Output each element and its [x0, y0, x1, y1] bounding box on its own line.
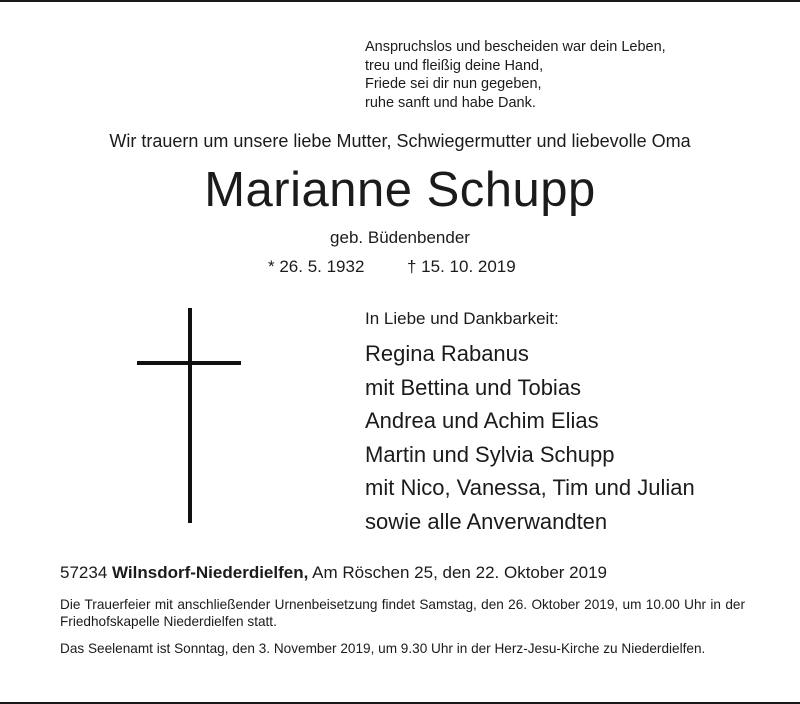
funeral-notice: Die Trauerfeier mit anschließender Urnenbeisetzung findet Samstag, den 26. Oktober 2019, um 10.00 Uhr in der Friedhofskapelle Niederdielfen statt.	[60, 597, 745, 629]
town-name: Wilnsdorf-Niederdielfen,	[112, 563, 309, 582]
requiem-notice: Das Seelenamt ist Sonntag, den 3. November 2019, um 9.30 Uhr in der Herz-Jesu-Kirche zu Niederdielfen.	[60, 641, 706, 656]
mourners-list	[365, 337, 695, 539]
mourner-line: Martin und Sylvia Schupp	[365, 441, 615, 467]
mourner-line: mit Nico, Vanessa, Tim und Julian	[365, 475, 695, 501]
poem-line: ruhe sanft und habe Dank.	[365, 94, 536, 111]
poem-line: treu und fleißig deine Hand,	[365, 57, 544, 74]
birth-date: * 26. 5. 1932	[268, 257, 365, 276]
mourner-line: mit Bettina und Tobias	[365, 374, 582, 400]
deceased-name: Marianne Schupp	[204, 163, 596, 217]
mourner-line: Andrea und Achim Elias	[365, 408, 599, 434]
cross-horizontal-bar	[137, 361, 241, 365]
cross-vertical-bar	[188, 308, 192, 523]
mourner-line: sowie alle Anverwandten	[365, 508, 608, 534]
poem	[365, 38, 666, 112]
death-date: † 15. 10. 2019	[407, 257, 516, 276]
thanks-heading: In Liebe und Dankbarkeit:	[365, 309, 559, 328]
birth-name: geb. Büdenbender	[330, 228, 470, 247]
place-and-date	[60, 563, 607, 583]
poem-line: Friede sei dir nun gegeben,	[365, 76, 542, 92]
zip-code: 57234	[60, 563, 108, 582]
address-date: Am Röschen 25, den 22. Oktober 2019	[312, 563, 607, 582]
mourner-line: Regina Rabanus	[365, 341, 529, 366]
poem-line: Anspruchslos und bescheiden war dein Leben,	[365, 39, 666, 55]
intro-text: Wir trauern um unsere liebe Mutter, Schwiegermutter und liebevolle Oma	[109, 131, 691, 151]
